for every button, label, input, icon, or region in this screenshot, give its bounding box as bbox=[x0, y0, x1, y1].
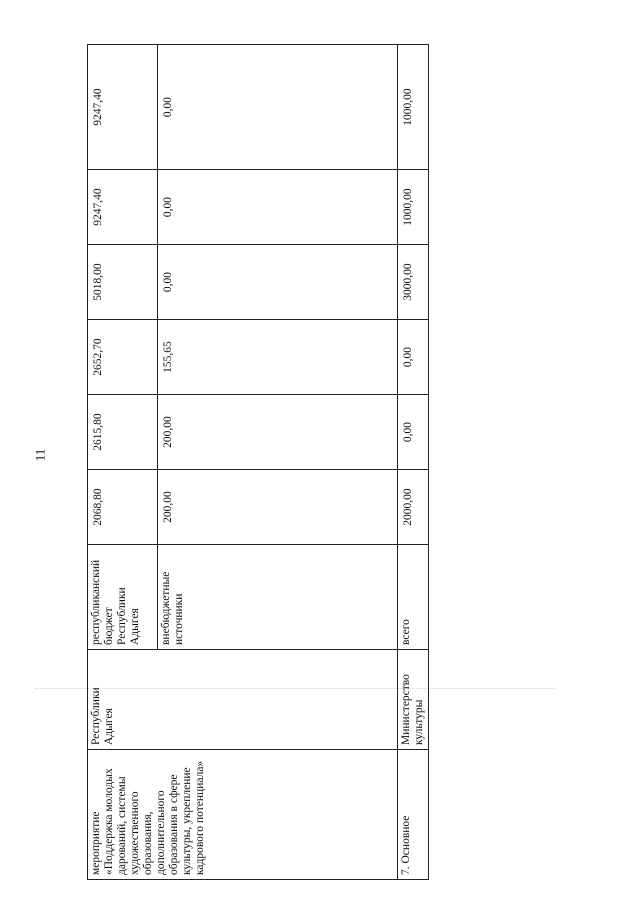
measure-name-cell: мероприятие «Поддержка молодых дарований, системы художественного образования, дополнительного образования в сфере культуры, укрепление кадрового потенциала» bbox=[88, 750, 398, 880]
funding-source-cell: республиканский бюджет Республики Адыгея bbox=[88, 545, 158, 650]
value-cell: 3000,00 bbox=[398, 245, 429, 320]
table-row bbox=[398, 45, 429, 880]
value-cell: 2615,80 bbox=[88, 395, 158, 470]
value-cell: 200,00 bbox=[158, 395, 398, 470]
value-cell: 200,00 bbox=[158, 470, 398, 545]
table-row bbox=[88, 45, 158, 880]
value-cell: 1000,00 bbox=[398, 45, 429, 170]
value-cell: 155,65 bbox=[158, 320, 398, 395]
value-cell: 1000,00 bbox=[398, 170, 429, 245]
value-cell: 0,00 bbox=[158, 45, 398, 170]
page-number: 11 bbox=[32, 448, 48, 462]
value-cell: 0,00 bbox=[158, 245, 398, 320]
executor-cell: Министерство культуры bbox=[398, 650, 429, 750]
measure-name-cell: 7. Основное bbox=[398, 750, 429, 880]
value-cell: 0,00 bbox=[398, 320, 429, 395]
funding-source-cell: всего bbox=[398, 545, 429, 650]
value-cell: 0,00 bbox=[158, 170, 398, 245]
value-cell: 2068,80 bbox=[88, 470, 158, 545]
executor-cell: Республики Адыгея bbox=[88, 650, 398, 750]
funding-source-cell: внебюджетные источники bbox=[158, 545, 398, 650]
value-cell: 5018,00 bbox=[88, 245, 158, 320]
value-cell: 9247,40 bbox=[88, 170, 158, 245]
value-cell: 2652,70 bbox=[88, 320, 158, 395]
value-cell: 0,00 bbox=[398, 395, 429, 470]
value-cell: 9247,40 bbox=[88, 45, 158, 170]
rotated-table-wrapper bbox=[87, 45, 425, 880]
rotated-table-area bbox=[87, 45, 425, 880]
value-cell: 2000,00 bbox=[398, 470, 429, 545]
budget-table bbox=[87, 44, 429, 880]
